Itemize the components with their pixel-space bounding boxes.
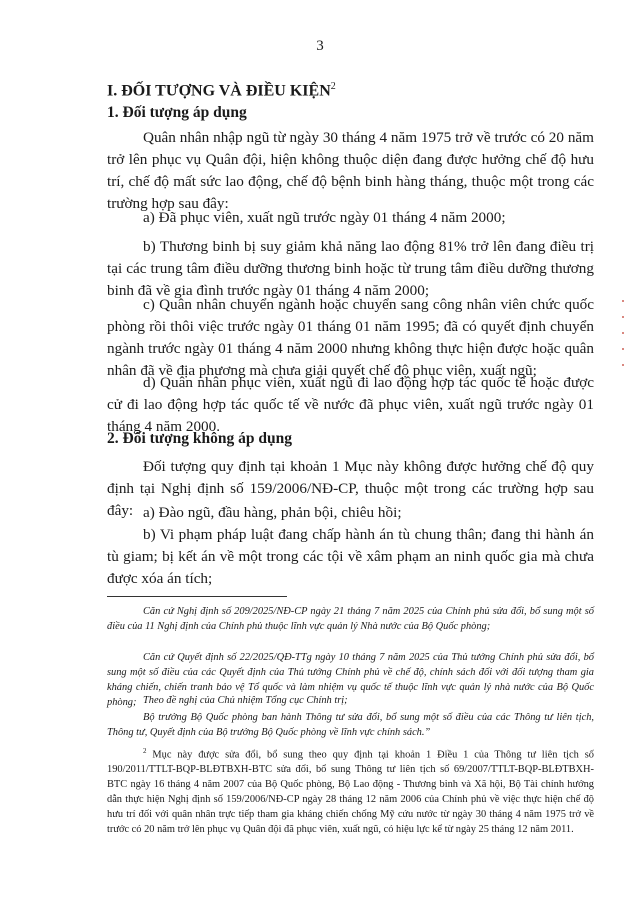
list-item-a: a) Đã phục viên, xuất ngũ trước ngày 01 tháng 4 năm 2000;: [143, 209, 506, 226]
subsection-title-2: 2. Đối tượng không áp dụng: [107, 430, 293, 447]
heading-text: I. ĐỐI TƯỢNG VÀ ĐIỀU KIỆN: [107, 82, 331, 100]
paragraph-intro-2: Đối tượng quy định tại khoản 1 Mục này không được hưởng chế độ quy định tại Nghị định số 159/2006/NĐ-CP, thuộc một trong các trường hợp sau đây:: [107, 458, 594, 519]
scan-edge-marks: [620, 300, 626, 400]
footnote-basis-4: Bộ trưởng Bộ Quốc phòng ban hành Thông tư sửa đổi, bổ sung một số điều của các Thông tư liên tịch, Thông tư, Quyết định của Bộ trưởng Bộ Quốc phòng về lĩnh vực chính sách.”: [107, 712, 594, 738]
scan-mark: [622, 364, 624, 366]
scan-mark: [622, 332, 624, 334]
subsection-title-1: 1. Đối tượng áp dụng: [107, 104, 247, 121]
exclusion-item-b: b) Vi phạm pháp luật đang chấp hành án tù chung thân; đang thi hành án tù giam; bị kết án về một trong các tội về xâm phạm an ninh quốc gia mà chưa được xóa án tích;: [107, 526, 594, 587]
footnote-divider: [107, 596, 287, 597]
scan-mark: [622, 300, 624, 302]
footnote-2-mark: 2: [143, 747, 147, 755]
list-item-b: b) Thương binh bị suy giảm khả năng lao động 81% trở lên đang điều trị tại các trung tâm điều dưỡng thương binh hoặc từ trung tâm điều dưỡng thương binh đã về gia đình trước ngày 01 tháng 4 năm 2000;: [107, 238, 594, 299]
section-heading: [107, 76, 594, 102]
footnote-2-text: Mục này được sửa đổi, bổ sung theo quy định tại khoản 1 Điều 1 của Thông tư liên tịch số 190/2011/TTLT-BQP-BLĐTBXH-BTC sửa đổi, bổ sung Thông tư liên tịch số 69/2007/TTLT-BQP-BLĐTBXH-BTC ngày 16 tháng 4 năm 2007 của Bộ Quốc phòng, Bộ Lao động - Thương binh và Xã hội, Bộ Tài chính hướng dẫn thực hiện Nghị định số 159/2006/NĐ-CP ngày 28 tháng 12 năm 2006 của Chính phủ về việc thực hiện chế độ hưu trí đối với quân nhân trực tiếp tham gia kháng chiến chống Mỹ cứu nước từ ngày 30 tháng 4 năm 1975 trở về trước có 20 năm trở lên phục vụ Quân đội đã phục viên, xuất ngũ, có hiệu lực kể từ ngày 25 tháng 12 năm 2011.: [107, 749, 594, 836]
exclusion-item-a: a) Đào ngũ, đầu hàng, phản bội, chiêu hồi;: [143, 504, 402, 521]
footnote-basis-3: Theo đề nghị của Chủ nhiệm Tổng cục Chính trị;: [143, 695, 348, 706]
list-item-d: d) Quân nhân phục viên, xuất ngũ đi lao động hợp tác quốc tế hoặc được cử đi lao động hợp tác quốc tế về nước đã phục viên, xuất ngũ trước ngày 01 tháng 4 năm 2000.: [107, 374, 594, 435]
footnote-basis-1: Căn cứ Nghị định số 209/2025/NĐ-CP ngày 21 tháng 7 năm 2025 của Chính phủ sửa đổi, bổ sung một số điều của 11 Nghị định của Chính phủ thuộc lĩnh vực quản lý Nhà nước của Bộ Quốc phòng;: [107, 606, 594, 632]
heading-footnote-ref: 2: [330, 81, 336, 92]
scan-mark: [622, 316, 624, 318]
page-number: 3: [316, 38, 324, 54]
scan-mark: [622, 348, 624, 350]
footnote-basis-2: Căn cứ Quyết định số 22/2025/QĐ-TTg ngày 10 tháng 7 năm 2025 của Thủ tướng Chính phủ sửa đổi, bổ sung một số điều của các Quyết định của Thủ tướng Chính phủ về chế độ, chính sách đối với đối tượng tham gia kháng chiến, chiến tranh bảo vệ Tổ quốc và làm nhiệm vụ quốc tế thuộc lĩnh vực quản lý nhà nước của Bộ Quốc phòng;: [107, 652, 594, 708]
paragraph-intro-1: Quân nhân nhập ngũ từ ngày 30 tháng 4 năm 1975 trở về trước có 20 năm trở lên phục vụ Quân đội, hiện không thuộc diện đang được hưởng chế độ hưu trí, chế độ mất sức lao động, chế độ bệnh binh hàng tháng, thuộc một trong các trường hợp sau đây:: [107, 129, 594, 212]
footnote-2: [107, 744, 594, 837]
list-item-c: c) Quân nhân chuyển ngành hoặc chuyển sang công nhân viên chức quốc phòng rồi thôi việc trước ngày 01 tháng 01 năm 1995; đã có quyết định chuyển ngành trước ngày 01 tháng 4 năm 2000 nhưng không thực hiện được hoặc quân nhân đã về địa phương mà chưa giải quyết chế độ phục viên, xuất ngũ;: [107, 296, 594, 379]
